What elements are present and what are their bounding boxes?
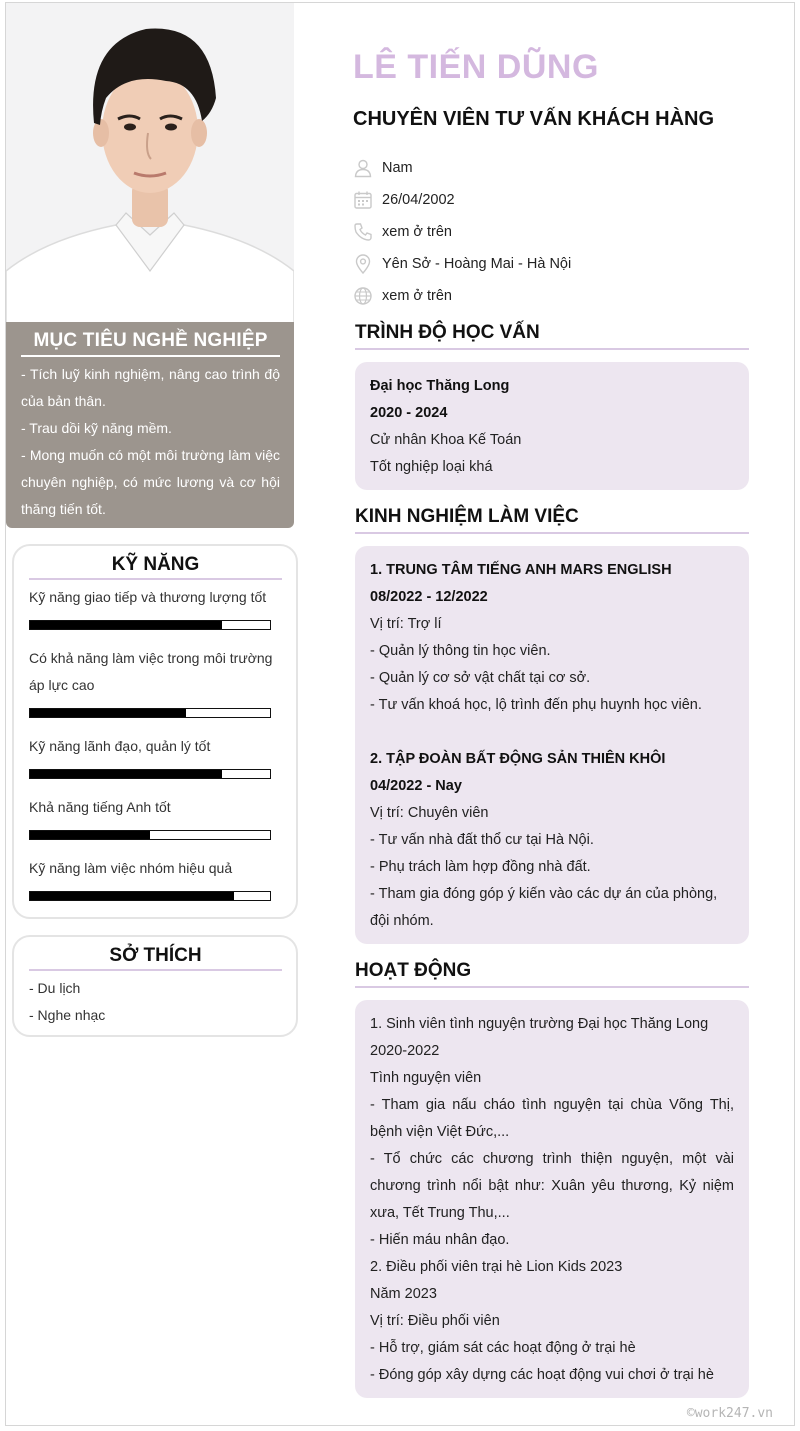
user-icon bbox=[353, 158, 373, 178]
skill-bar-fill bbox=[30, 770, 222, 778]
skill-label: Kỹ năng giao tiếp và thương lượng tốt bbox=[29, 589, 267, 605]
activity-task: - Tham gia nấu cháo tình nguyện tại chùa Võng Thị, bệnh viện Việt Đức,... bbox=[370, 1097, 734, 1140]
skill-bar bbox=[29, 891, 271, 901]
activity-task: - Hiến máu nhân đạo. bbox=[370, 1232, 510, 1248]
objective-line: - Tích luỹ kinh nghiệm, nâng cao trình độ của bản thân. bbox=[21, 366, 280, 409]
company-name: 2. TẬP ĐOÀN BẤT ĐỘNG SẢN THIÊN KHÔI bbox=[370, 751, 666, 767]
activity-name: 1. Sinh viên tình nguyện trường Đại học Thăng Long bbox=[370, 1016, 709, 1032]
activity-role: Vị trí: Điều phối viên bbox=[370, 1313, 500, 1329]
skills-title: KỸ NĂNG bbox=[29, 554, 282, 580]
skill-bar bbox=[29, 769, 271, 779]
info-address bbox=[353, 252, 571, 276]
activity-period: Năm 2023 bbox=[370, 1286, 437, 1302]
school-name: Đại học Thăng Long bbox=[370, 378, 510, 394]
skill-bar bbox=[29, 708, 271, 718]
profile-photo bbox=[6, 3, 294, 323]
education-period: 2020 - 2024 bbox=[370, 405, 448, 421]
degree: Cử nhân Khoa Kế Toán bbox=[370, 432, 522, 448]
activity-name: 2. Điều phối viên trại hè Lion Kids 2023 bbox=[370, 1259, 623, 1275]
skill-bar-fill bbox=[30, 621, 222, 629]
hobby-item: - Du lịch bbox=[29, 980, 81, 996]
skill-label: Kỹ năng lãnh đạo, quản lý tốt bbox=[29, 738, 211, 754]
experience-panel bbox=[355, 546, 749, 944]
activities-title: HOẠT ĐỘNG bbox=[355, 960, 749, 988]
website-value: xem ở trên bbox=[382, 288, 452, 304]
phone-icon bbox=[353, 222, 373, 242]
info-gender bbox=[353, 156, 413, 180]
skill-label: Kỹ năng làm việc nhóm hiệu quả bbox=[29, 860, 233, 876]
job-task: - Tư vấn nhà đất thổ cư tại Hà Nội. bbox=[370, 832, 594, 848]
info-birthday bbox=[353, 188, 455, 212]
location-pin-icon bbox=[353, 254, 373, 274]
job-period: 04/2022 - Nay bbox=[370, 778, 462, 794]
activity-task: - Tổ chức các chương trình thiện nguyện, một vài chương trình nổi bật như: Xuân yêu thương, Kỷ niệm xưa, Tết Trung Thu,... bbox=[370, 1151, 734, 1221]
portrait-image bbox=[6, 3, 294, 323]
job-title: CHUYÊN VIÊN TƯ VẤN KHÁCH HÀNG bbox=[353, 108, 715, 130]
skill-bar-fill bbox=[30, 892, 234, 900]
job-task: - Phụ trách làm hợp đồng nhà đất. bbox=[370, 859, 591, 875]
graduation-grade: Tốt nghiệp loại khá bbox=[370, 459, 493, 475]
job-task: - Quản lý cơ sở vật chất tại cơ sở. bbox=[370, 670, 591, 686]
birthday-value: 26/04/2002 bbox=[382, 192, 455, 208]
spacer bbox=[370, 719, 734, 746]
skill-bar bbox=[29, 830, 271, 840]
hobbies-title: SỞ THÍCH bbox=[29, 945, 282, 971]
career-objective-title: MỤC TIÊU NGHỀ NGHIỆP bbox=[21, 330, 280, 357]
watermark: ©work247.vn bbox=[686, 1406, 773, 1421]
gender-value: Nam bbox=[382, 160, 413, 176]
job-task: - Quản lý thông tin học viên. bbox=[370, 643, 551, 659]
skill-label: Khả năng tiếng Anh tốt bbox=[29, 799, 171, 815]
activity-period: 2020-2022 bbox=[370, 1043, 440, 1059]
skill-bar-fill bbox=[30, 831, 150, 839]
candidate-name: LÊ TIẾN DŨNG bbox=[353, 48, 599, 86]
activity-task: - Đóng góp xây dựng các hoạt động vui chơi ở trại hè bbox=[370, 1367, 714, 1383]
globe-icon bbox=[353, 286, 373, 306]
experience-title: KINH NGHIỆM LÀM VIỆC bbox=[355, 506, 749, 534]
skills-section bbox=[12, 544, 298, 919]
company-name: 1. TRUNG TÂM TIẾNG ANH MARS ENGLISH bbox=[370, 562, 672, 578]
activities-panel bbox=[355, 1000, 749, 1398]
objective-line: - Trau dồi kỹ năng mềm. bbox=[21, 420, 172, 436]
activity-task: - Hỗ trợ, giám sát các hoạt động ở trại hè bbox=[370, 1340, 636, 1356]
skill-label: Có khả năng làm việc trong môi trường áp lực cao bbox=[29, 650, 273, 693]
education-panel bbox=[355, 362, 749, 490]
job-task: - Tham gia đóng góp ý kiến vào các dự án của phòng, đội nhóm. bbox=[370, 886, 718, 929]
phone-value: xem ở trên bbox=[382, 224, 452, 240]
career-objective-section bbox=[6, 322, 294, 528]
objective-line: - Mong muốn có một môi trường làm việc chuyên nghiệp, có mức lương và cơ hội thăng tiến tốt. bbox=[21, 447, 280, 517]
info-phone bbox=[353, 220, 452, 244]
hobbies-section bbox=[12, 935, 298, 1037]
job-position: Vị trí: Trợ lí bbox=[370, 616, 442, 632]
job-period: 08/2022 - 12/2022 bbox=[370, 589, 488, 605]
skill-bar bbox=[29, 620, 271, 630]
hobby-item: - Nghe nhạc bbox=[29, 1007, 106, 1023]
job-task: - Tư vấn khoá học, lộ trình đến phụ huynh học viên. bbox=[370, 697, 702, 713]
address-value: Yên Sở - Hoàng Mai - Hà Nội bbox=[382, 256, 572, 272]
info-website bbox=[353, 284, 452, 308]
skill-bar-fill bbox=[30, 709, 186, 717]
activity-role: Tình nguyện viên bbox=[370, 1070, 482, 1086]
education-title: TRÌNH ĐỘ HỌC VẤN bbox=[355, 322, 749, 350]
job-position: Vị trí: Chuyên viên bbox=[370, 805, 489, 821]
calendar-icon bbox=[353, 190, 373, 210]
